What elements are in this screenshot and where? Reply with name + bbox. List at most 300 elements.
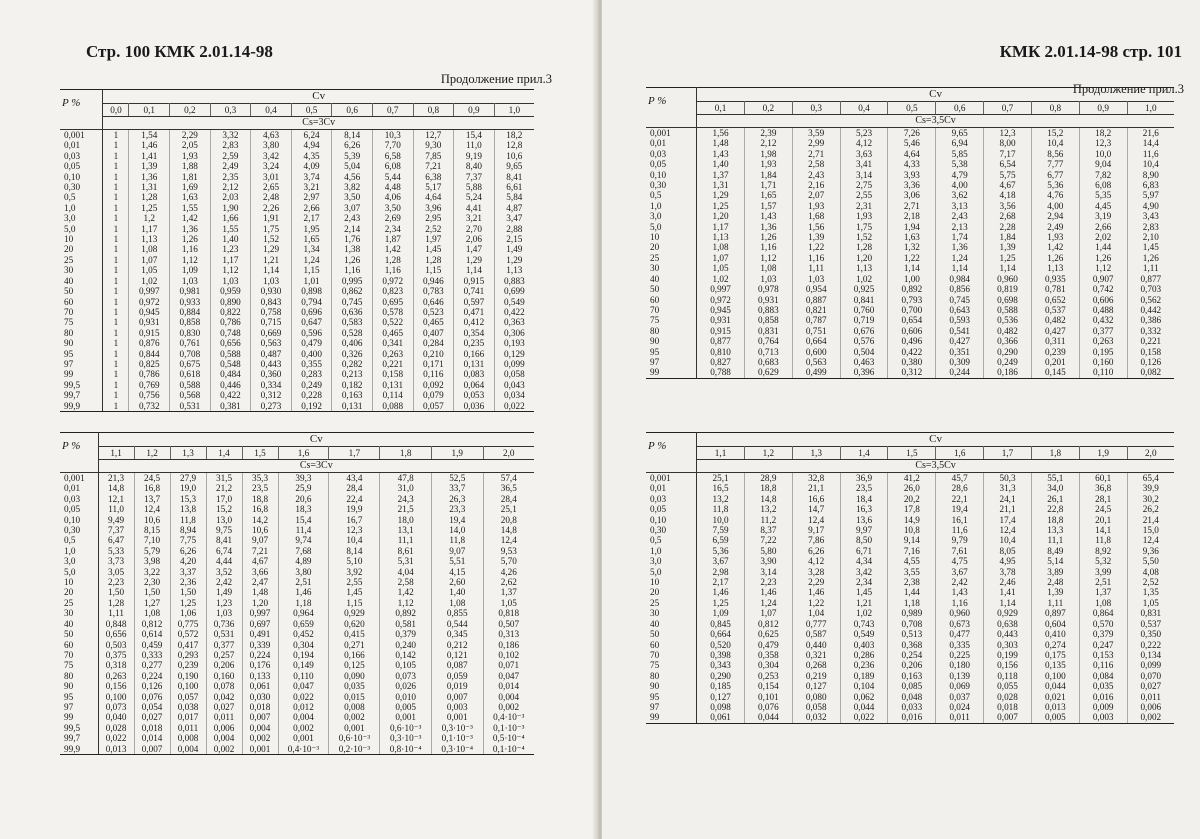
value-cell: 0,855	[431, 608, 483, 618]
table-row	[646, 253, 1174, 263]
value-cell: 0,858	[170, 317, 211, 327]
probability-cell: 30	[646, 263, 697, 273]
probability-cell: 40	[60, 276, 103, 286]
value-cell: 0,076	[134, 692, 170, 702]
table-row	[60, 504, 534, 514]
value-cell: 0,745	[936, 295, 984, 305]
table-row	[646, 660, 1174, 670]
value-cell: 0,898	[291, 286, 332, 296]
cv-column-header: 1,8	[380, 447, 432, 460]
value-cell: 0,443	[251, 359, 292, 369]
value-cell: 0,471	[454, 307, 495, 317]
value-cell: 4,33	[888, 159, 936, 169]
value-cell: 5,75	[984, 170, 1032, 180]
value-cell: 0,696	[291, 307, 332, 317]
probability-cell: 3,0	[646, 211, 697, 221]
value-cell: 10,4	[984, 535, 1032, 545]
value-cell: 16,3	[840, 504, 888, 514]
continuation-note: Продолжение прил.3	[440, 72, 552, 86]
value-cell: 2,62	[500, 577, 517, 588]
value-cell: 0,240	[380, 640, 432, 650]
value-cell: 0,549	[840, 629, 888, 639]
value-cell: 1,74	[936, 232, 984, 242]
value-cell: 55,1	[1031, 473, 1079, 484]
cv-column-header: 0,9	[454, 104, 495, 117]
value-cell: 10,0	[697, 515, 745, 525]
probability-cell: 50	[60, 629, 98, 639]
value-cell: 2,71	[792, 149, 840, 159]
value-cell: 0,253	[744, 671, 792, 681]
value-cell: 7,37	[454, 172, 495, 182]
value-cell: 18,8	[744, 483, 792, 493]
value-cell: 16,8	[134, 483, 170, 493]
value-cell: 0,3·10⁻⁴	[431, 744, 483, 755]
value-cell: 0,537	[1031, 305, 1079, 315]
value-cell: 1,25	[984, 253, 1032, 263]
value-cell: 0,274	[1031, 640, 1079, 650]
cs-relation: Cs=3,5Cv	[697, 115, 1174, 128]
value-cell: 0,076	[744, 702, 792, 712]
value-cell: 1,43	[697, 149, 745, 159]
value-cell: 11,2	[744, 515, 792, 525]
value-cell: 6,74	[206, 546, 242, 556]
value-cell: 10,3	[372, 130, 413, 141]
value-cell: 1,81	[170, 172, 211, 182]
value-cell: 0,011	[206, 712, 242, 722]
value-cell: 2,23	[98, 577, 134, 587]
value-cell: 0,035	[329, 681, 380, 691]
value-cell: 0,007	[134, 744, 170, 755]
value-cell: 19,4	[936, 504, 984, 514]
value-cell: 14,7	[792, 504, 840, 514]
cs-relation: Cs=3,5Cv	[697, 460, 1174, 473]
value-cell: 2,49	[210, 161, 251, 171]
value-cell: 0,703	[1140, 284, 1162, 295]
value-cell: 0,931	[744, 295, 792, 305]
value-cell: 7,82	[1079, 170, 1127, 180]
value-cell: 0,812	[744, 619, 792, 629]
cv-column-header: 2,0	[483, 447, 534, 460]
value-cell: 1	[103, 297, 129, 307]
value-cell: 7,37	[98, 525, 134, 535]
value-cell: 0,282	[332, 359, 373, 369]
value-cell: 0,028	[98, 723, 134, 733]
value-cell: 1,40	[431, 587, 483, 597]
table-row	[646, 671, 1174, 681]
value-cell: 1,95	[291, 224, 332, 234]
value-cell: 0,656	[210, 338, 251, 348]
table-row	[60, 494, 534, 504]
value-cell: 9,30	[413, 140, 454, 150]
value-cell: 0,3·10⁻³	[431, 723, 483, 733]
value-cell: 10,0	[1079, 149, 1127, 159]
value-cell: 0,843	[251, 297, 292, 307]
value-cell: 0,290	[984, 347, 1032, 357]
value-cell: 0,105	[380, 660, 432, 670]
probability-cell: 99,5	[60, 380, 103, 390]
value-cell: 1,55	[170, 203, 211, 213]
probability-cell: 70	[646, 305, 697, 315]
value-cell: 0,212	[431, 640, 483, 650]
value-cell: 1,07	[129, 255, 170, 265]
value-cell: 0,206	[888, 660, 936, 670]
cv-column-header: 1,1	[697, 447, 745, 460]
value-cell: 0,312	[888, 367, 936, 378]
value-cell: 0,482	[1031, 315, 1079, 325]
value-cell: 0,142	[380, 650, 432, 660]
value-cell: 0,997	[129, 286, 170, 296]
value-cell: 4,63	[251, 130, 292, 141]
value-cell: 4,04	[380, 567, 432, 577]
table-row	[646, 201, 1174, 211]
value-cell: 3,67	[697, 556, 745, 566]
cv-column-header: 1,3	[170, 447, 206, 460]
value-cell: 8,05	[984, 546, 1032, 556]
value-cell: 0,794	[291, 297, 332, 307]
value-cell: 0,090	[329, 671, 380, 681]
value-cell: 33,7	[431, 483, 483, 493]
table-row	[646, 515, 1174, 525]
value-cell: 0,073	[380, 671, 432, 681]
cv-column-header: 1,8	[1031, 447, 1079, 460]
value-cell: 5,24	[454, 192, 495, 202]
value-cell: 0,360	[251, 369, 292, 379]
table-row	[60, 692, 534, 702]
blank-cell	[646, 115, 697, 128]
value-cell: 0,079	[413, 390, 454, 400]
value-cell: 3,55	[888, 567, 936, 577]
value-cell: 5,04	[332, 161, 373, 171]
value-cell: 1,00	[888, 274, 936, 284]
probability-cell: 0,30	[60, 525, 98, 535]
value-cell: 0,037	[936, 692, 984, 702]
value-cell: 2,83	[210, 140, 251, 150]
table-row	[646, 567, 1174, 577]
value-cell: 1,56	[697, 128, 745, 139]
value-cell: 1,25	[129, 203, 170, 213]
value-cell: 5,17	[413, 182, 454, 192]
value-cell: 10,4	[329, 535, 380, 545]
value-cell: 0,819	[984, 284, 1032, 294]
value-cell: 9,07	[242, 535, 278, 545]
value-cell: 0,830	[170, 328, 211, 338]
value-cell: 1,68	[792, 211, 840, 221]
value-cell: 0,007	[242, 712, 278, 722]
value-cell: 0,156	[984, 660, 1032, 670]
value-cell: 0,417	[170, 640, 206, 650]
value-cell: 0,290	[697, 671, 745, 681]
value-cell: 14,2	[242, 515, 278, 525]
value-cell: 0,001	[278, 733, 329, 743]
value-cell: 6,47	[98, 535, 134, 545]
value-cell: 4,45	[1079, 201, 1127, 211]
value-cell: 0,528	[332, 328, 373, 338]
value-cell: 6,58	[372, 151, 413, 161]
value-cell: 0,563	[251, 338, 292, 348]
value-cell: 2,28	[984, 222, 1032, 232]
value-cell: 0,236	[840, 660, 888, 670]
value-cell: 0,907	[1079, 274, 1127, 284]
value-cell: 1,55	[210, 224, 251, 234]
value-cell: 0,114	[372, 390, 413, 400]
value-cell: 0,915	[697, 326, 745, 336]
value-cell: 9,65	[936, 128, 984, 139]
value-cell: 2,14	[332, 224, 373, 234]
value-cell: 1,16	[372, 265, 413, 275]
value-cell: 1,36	[936, 242, 984, 252]
value-cell: 0,499	[792, 367, 840, 378]
probability-cell: 80	[646, 671, 697, 681]
value-cell: 0,614	[134, 629, 170, 639]
value-cell: 0,676	[840, 326, 888, 336]
value-cell: 0,129	[504, 348, 525, 359]
value-cell: 1,02	[697, 274, 745, 284]
table-row	[646, 556, 1174, 566]
value-cell: 0,044	[744, 712, 792, 723]
value-cell: 3,05	[98, 567, 134, 577]
value-cell: 0,997	[242, 608, 278, 618]
value-cell: 0,011	[1140, 691, 1161, 702]
value-cell: 0,032	[792, 712, 840, 723]
value-cell: 0,484	[210, 369, 251, 379]
value-cell: 1,75	[251, 224, 292, 234]
value-cell: 1,93	[1031, 232, 1079, 242]
value-cell: 0,284	[413, 338, 454, 348]
value-cell: 3,90	[744, 556, 792, 566]
value-cell: 0,363	[504, 317, 525, 328]
probability-cell: 20	[646, 587, 697, 597]
value-cell: 3,37	[170, 567, 206, 577]
value-cell: 0,009	[1079, 702, 1127, 712]
value-cell: 0,304	[278, 640, 329, 650]
value-cell: 12,1	[98, 494, 134, 504]
value-cell: 1,69	[170, 182, 211, 192]
table-row	[60, 650, 534, 660]
value-cell: 32,8	[792, 473, 840, 484]
value-cell: 0,576	[840, 336, 888, 346]
value-cell: 0,254	[888, 650, 936, 660]
cv-column-header: 0,6	[332, 104, 373, 117]
value-cell: 18,8	[242, 494, 278, 504]
value-cell: 1,14	[888, 263, 936, 273]
value-cell: 0,027	[1140, 681, 1162, 692]
value-cell: 3,62	[936, 190, 984, 200]
value-cell: 0,043	[504, 379, 525, 390]
table-row	[646, 326, 1174, 336]
value-cell: 3,96	[413, 203, 454, 213]
value-cell: 0,222	[1140, 639, 1162, 650]
value-cell: 0,333	[134, 650, 170, 660]
value-cell: 0,199	[984, 650, 1032, 660]
cs-relation: Cs=3Cv	[103, 117, 534, 130]
value-cell: 0,195	[1079, 347, 1127, 357]
probability-cell: 99,9	[60, 401, 103, 412]
value-cell: 20,6	[278, 494, 329, 504]
value-cell: 21,1	[984, 504, 1032, 514]
table-row	[60, 317, 534, 327]
blank-cell	[60, 460, 98, 473]
value-cell: 1,54	[129, 130, 170, 141]
value-cell: 0,929	[329, 608, 380, 618]
value-cell: 0,313	[498, 629, 520, 640]
value-cell: 0,047	[278, 681, 329, 691]
p-percent-header: P %	[646, 88, 697, 115]
value-cell: 2,34	[840, 577, 888, 587]
value-cell: 0,697	[242, 619, 278, 629]
value-cell: 0,845	[697, 619, 745, 629]
value-cell: 4,41	[454, 203, 495, 213]
value-cell: 1,39	[984, 242, 1032, 252]
value-cell: 2,69	[372, 213, 413, 223]
value-cell: 0,487	[251, 349, 292, 359]
value-cell: 0,935	[1031, 274, 1079, 284]
value-cell: 0,126	[1140, 356, 1162, 367]
value-cell: 0,583	[332, 317, 373, 327]
value-cell: 0,334	[251, 380, 292, 390]
value-cell: 25,1	[697, 473, 745, 484]
value-cell: 0,064	[454, 380, 495, 390]
value-cell: 0,271	[329, 640, 380, 650]
value-cell: 27,9	[170, 473, 206, 484]
value-cell: 1,50	[134, 587, 170, 597]
value-cell: 0,897	[1031, 608, 1079, 618]
value-cell: 0,040	[98, 712, 134, 722]
value-cell: 0,116	[413, 369, 454, 379]
value-cell: 1,42	[380, 587, 432, 597]
value-cell: 0,194	[278, 650, 329, 660]
value-cell: 1,48	[697, 138, 745, 148]
table-row	[60, 390, 534, 400]
value-cell: 7,21	[413, 161, 454, 171]
value-cell: 5,36	[1031, 180, 1079, 190]
value-cell: 0,263	[98, 671, 134, 681]
value-cell: 0,664	[792, 336, 840, 346]
value-cell: 0,699	[504, 286, 525, 297]
value-cell: 1,65	[744, 190, 792, 200]
value-cell: 0,100	[170, 681, 206, 691]
value-cell: 2,60	[431, 577, 483, 587]
value-cell: 1,63	[888, 232, 936, 242]
value-cell: 1,50	[170, 587, 206, 597]
value-cell: 3,19	[1079, 211, 1127, 221]
value-cell: 0,503	[98, 640, 134, 650]
value-cell: 1,52	[840, 232, 888, 242]
value-cell: 14,9	[888, 515, 936, 525]
value-cell: 6,24	[291, 130, 332, 141]
cv-header: Cv	[98, 433, 534, 447]
value-cell: 0,277	[134, 660, 170, 670]
value-cell: 0,890	[210, 297, 251, 307]
table-row	[646, 284, 1174, 294]
value-cell: 1	[103, 151, 129, 161]
table-row	[60, 203, 534, 213]
probability-cell: 0,05	[60, 504, 98, 514]
table-row	[646, 525, 1174, 535]
value-cell: 0,219	[792, 671, 840, 681]
value-cell: 22,4	[329, 494, 380, 504]
value-cell: 4,09	[291, 161, 332, 171]
value-cell: 0,306	[504, 327, 525, 338]
value-cell: 0,406	[332, 338, 373, 348]
probability-cell: 97	[60, 702, 98, 712]
value-cell: 1,20	[242, 598, 278, 608]
value-cell: 7,22	[744, 535, 792, 545]
table-row	[646, 336, 1174, 346]
value-cell: 0,812	[134, 619, 170, 629]
value-cell: 3,41	[840, 159, 888, 169]
value-cell: 3,13	[936, 201, 984, 211]
value-cell: 1,17	[210, 255, 251, 265]
probability-cell: 95	[646, 692, 697, 702]
value-cell: 1,29	[454, 255, 495, 265]
value-cell: 39,3	[278, 473, 329, 484]
value-cell: 0,379	[1079, 629, 1127, 639]
value-cell: 0,520	[697, 640, 745, 650]
value-cell: 0,239	[1031, 347, 1079, 357]
value-cell: 0,862	[332, 286, 373, 296]
value-cell: 1,09	[170, 265, 211, 275]
value-cell: 1,28	[98, 598, 134, 608]
value-cell: 0,002	[1127, 712, 1174, 723]
value-cell: 1,27	[134, 598, 170, 608]
value-cell: 2,13	[936, 222, 984, 232]
value-cell: 13,6	[840, 515, 888, 525]
value-cell: 0,743	[840, 619, 888, 629]
value-cell: 0,482	[984, 326, 1032, 336]
value-cell: 0,175	[1031, 650, 1079, 660]
value-cell: 0,008	[329, 702, 380, 712]
value-cell: 16,8	[242, 504, 278, 514]
value-cell: 0,224	[134, 671, 170, 681]
value-cell: 0,708	[170, 349, 211, 359]
value-cell: 0,396	[840, 367, 888, 378]
value-cell: 2,95	[413, 213, 454, 223]
table-row	[60, 130, 534, 141]
value-cell: 0,249	[291, 380, 332, 390]
value-cell: 1,45	[329, 587, 380, 597]
value-cell: 2,10	[1142, 232, 1159, 243]
value-cell: 1	[103, 244, 129, 254]
value-cell: 1,24	[936, 253, 984, 263]
value-cell: 0,568	[170, 390, 211, 400]
probability-cell: 99,7	[60, 390, 103, 400]
table-row	[60, 587, 534, 597]
value-cell: 0,180	[936, 660, 984, 670]
value-cell: 0,827	[697, 357, 745, 367]
value-cell: 2,98	[697, 567, 745, 577]
value-cell: 1,50	[98, 587, 134, 597]
value-cell: 5,35	[1079, 190, 1127, 200]
value-cell: 0,933	[170, 297, 211, 307]
value-cell: 2,30	[134, 577, 170, 587]
value-cell: 0,960	[936, 608, 984, 618]
value-cell: 2,66	[1079, 222, 1127, 232]
value-cell: 0,006	[206, 723, 242, 733]
value-cell: 8,37	[744, 525, 792, 535]
table-row	[646, 128, 1174, 139]
value-cell: 0,110	[278, 671, 329, 681]
probability-cell: 75	[60, 660, 98, 670]
value-cell: 4,87	[506, 202, 523, 213]
value-cell: 0,972	[697, 295, 745, 305]
value-cell: 8,56	[1031, 149, 1079, 159]
table-row	[60, 265, 534, 275]
value-cell: 0,127	[697, 692, 745, 702]
probability-cell: 1,0	[60, 203, 103, 213]
probability-cell: 60	[60, 297, 103, 307]
cv-column-header: 0,6	[936, 102, 984, 115]
value-cell: 0,989	[888, 608, 936, 618]
